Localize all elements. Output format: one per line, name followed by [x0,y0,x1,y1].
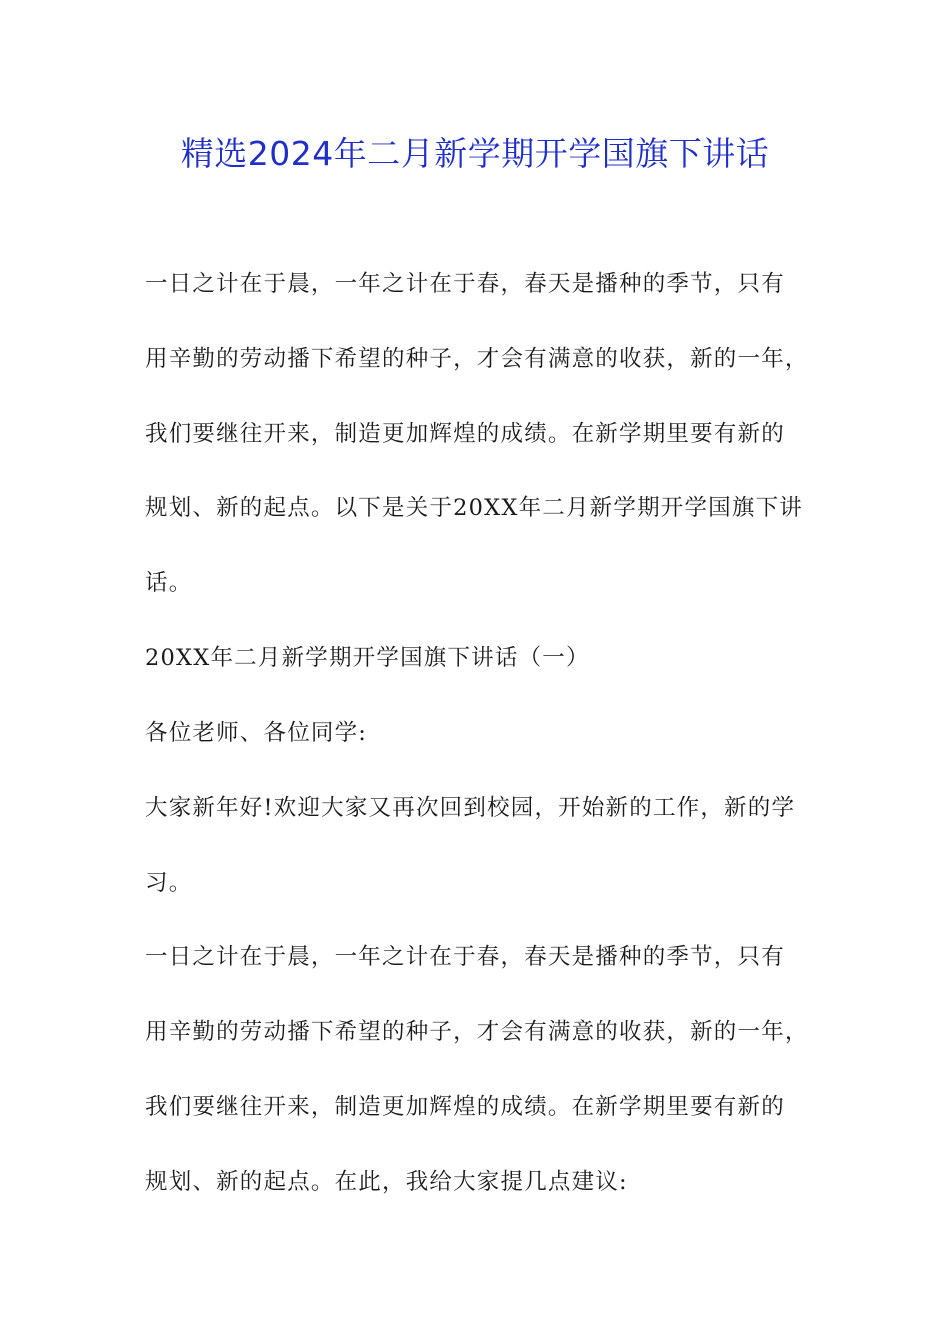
document-title: 精选2024年二月新学期开学国旗下讲话 [180,134,770,173]
paragraph-line: 大家新年好!欢迎大家又再次回到校园，开始新的工作，新的学 [145,795,796,821]
paragraph-line: 用辛勤的劳动播下希望的种子，才会有满意的收获，新的一年， [145,1019,809,1045]
paragraph-line: 我们要继往开来，制造更加辉煌的成绩。在新学期里要有新的 [145,1094,785,1120]
paragraph-line: 规划、新的起点。以下是关于20XX年二月新学期开学国旗下讲 [145,495,803,521]
paragraph-line: 一日之计在于晨，一年之计在于春，春天是播种的季节，只有 [145,271,785,297]
section-heading: 20XX年二月新学期开学国旗下讲话（一） [145,645,590,671]
paragraph-line: 规划、新的起点。在此，我给大家提几点建议: [145,1169,628,1195]
paragraph-line: 一日之计在于晨，一年之计在于春，春天是播种的季节，只有 [145,944,785,970]
paragraph-line: 用辛勤的劳动播下希望的种子，才会有满意的收获，新的一年， [145,346,809,372]
salutation-line: 各位老师、各位同学: [145,720,368,746]
paragraph-line: 话。 [145,570,193,596]
paragraph-line: 我们要继往开来，制造更加辉煌的成绩。在新学期里要有新的 [145,421,785,447]
paragraph-line: 习。 [145,870,193,896]
